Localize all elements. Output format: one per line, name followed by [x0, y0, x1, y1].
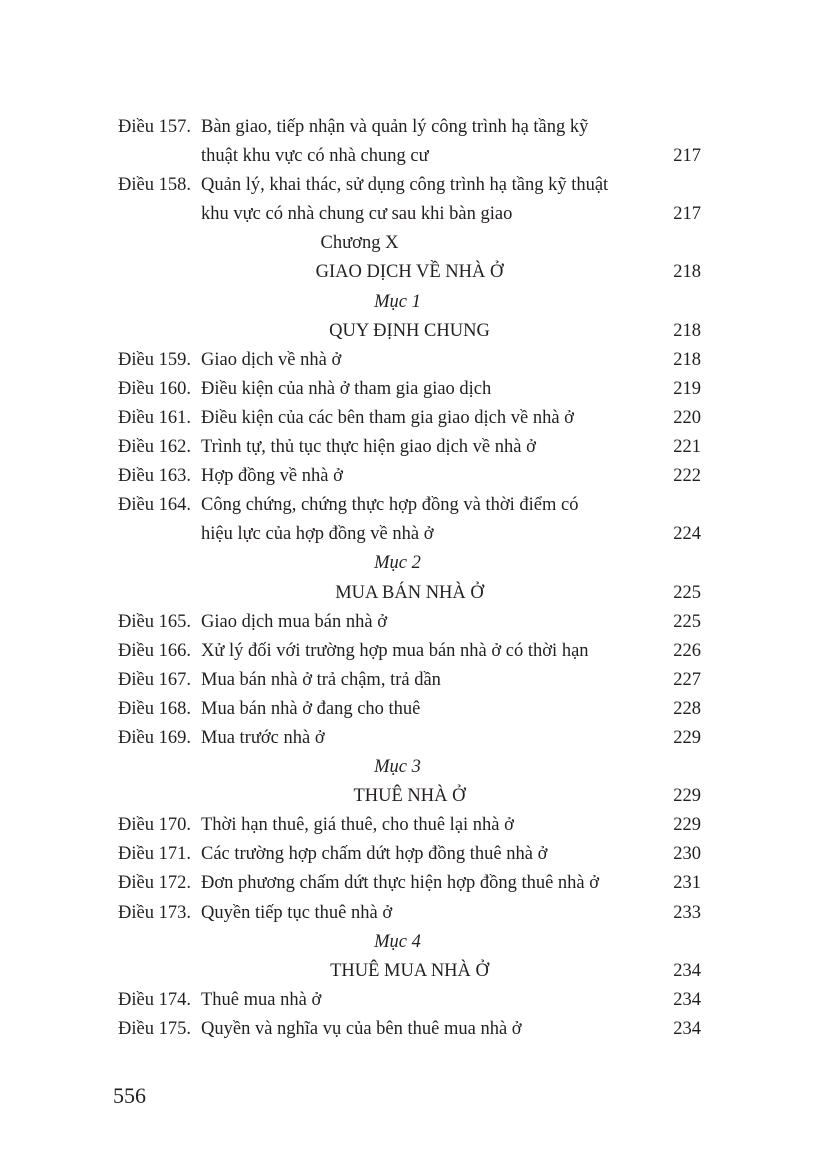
- toc-heading: [118, 782, 701, 811]
- article-title: Đơn phương chấm dứt thực hiện hợp đồng thuê nhà ở: [201, 873, 600, 894]
- heading-title: GIAO DỊCH VỀ NHÀ Ở: [315, 262, 504, 283]
- toc-article: [118, 375, 701, 404]
- page-ref: 222: [673, 466, 701, 487]
- toc-article: [118, 491, 701, 520]
- page-number: 556: [113, 1083, 146, 1108]
- toc-article: [118, 869, 701, 898]
- toc-article: [118, 404, 701, 433]
- toc-article: [118, 666, 701, 695]
- article-title: Quyền và nghĩa vụ của bên thuê mua nhà ở: [201, 1018, 522, 1039]
- article-title: Trình tự, thủ tục thực hiện giao dịch về nhà ở: [201, 437, 536, 458]
- toc-article: [118, 899, 701, 928]
- page-ref: 229: [673, 815, 701, 836]
- page-ref: 228: [673, 698, 701, 719]
- article-title: Mua trước nhà ở: [201, 727, 325, 748]
- article-title: Quản lý, khai thác, sử dụng công trình hạ tầng kỹ thuật: [201, 175, 609, 196]
- article-title: Thuê mua nhà ở: [201, 989, 322, 1010]
- article-number: Điều 160.: [118, 378, 191, 399]
- page-ref: 224: [673, 524, 701, 545]
- heading-title: MUA BÁN NHÀ Ở: [335, 582, 484, 603]
- section-title: Mục 3: [374, 757, 421, 778]
- article-title: Quyền tiếp tục thuê nhà ở: [201, 902, 393, 923]
- article-number: Điều 172.: [118, 873, 191, 894]
- article-number: Điều 163.: [118, 466, 191, 487]
- page-ref: 230: [673, 844, 701, 865]
- article-title: Điều kiện của nhà ở tham gia giao dịch: [201, 378, 492, 399]
- toc-article: [118, 608, 701, 637]
- toc-article: [118, 724, 701, 753]
- article-title: Công chứng, chứng thực hợp đồng và thời điểm có: [201, 495, 579, 516]
- page-ref: 234: [673, 960, 701, 981]
- article-number: Điều 169.: [118, 727, 191, 748]
- section-title: Mục 1: [374, 291, 421, 312]
- page-ref: 218: [673, 320, 701, 341]
- toc-article: [118, 171, 701, 200]
- page-ref: 220: [673, 407, 701, 428]
- toc-section: [118, 753, 701, 782]
- table-of-contents: [118, 113, 701, 1044]
- article-title: Xử lý đối với trường hợp mua bán nhà ở có thời hạn: [201, 640, 589, 661]
- toc-article-continuation: [118, 142, 701, 171]
- page-ref: 225: [673, 611, 701, 632]
- article-title-continuation: thuật khu vực có nhà chung cư: [201, 146, 429, 167]
- page-ref: 225: [673, 582, 701, 603]
- article-title: Giao dịch mua bán nhà ở: [201, 611, 387, 632]
- article-number: Điều 157.: [118, 117, 191, 137]
- toc-article: [118, 840, 701, 869]
- section-title: Mục 2: [374, 553, 421, 574]
- page-ref: 226: [673, 640, 701, 661]
- toc-article: [118, 986, 701, 1015]
- chapter-title: Chương X: [320, 233, 399, 254]
- toc-heading: [118, 579, 701, 608]
- article-title: Mua bán nhà ở đang cho thuê: [201, 698, 421, 719]
- toc-heading: [118, 957, 701, 986]
- toc-article: [118, 637, 701, 666]
- page-ref: 217: [673, 204, 701, 225]
- toc-article: [118, 695, 701, 724]
- article-number: Điều 158.: [118, 175, 191, 196]
- page-ref: 229: [673, 786, 701, 807]
- toc-section: [118, 928, 701, 957]
- heading-title: THUÊ MUA NHÀ Ở: [330, 960, 489, 981]
- toc-article: [118, 811, 701, 840]
- article-number: Điều 171.: [118, 844, 191, 865]
- article-title: Bàn giao, tiếp nhận và quản lý công trình hạ tầng kỹ: [201, 117, 589, 137]
- article-title: Mua bán nhà ở trả chậm, trả dần: [201, 669, 441, 690]
- page-ref: 227: [673, 669, 701, 690]
- page-ref: 234: [673, 1018, 701, 1039]
- article-title: Giao dịch về nhà ở: [201, 349, 342, 370]
- toc-heading: [118, 258, 701, 287]
- toc-article: [118, 346, 701, 375]
- article-number: Điều 161.: [118, 407, 191, 428]
- heading-title: THUÊ NHÀ Ở: [353, 786, 466, 807]
- toc-article: [118, 1015, 701, 1044]
- article-title-continuation: hiệu lực của hợp đồng về nhà ở: [201, 524, 434, 545]
- article-number: Điều 168.: [118, 698, 191, 719]
- article-title: Thời hạn thuê, giá thuê, cho thuê lại nhà ở: [201, 815, 514, 836]
- page-ref: 234: [673, 989, 701, 1010]
- article-number: Điều 165.: [118, 611, 191, 632]
- article-title: Điều kiện của các bên tham gia giao dịch về nhà ở: [201, 407, 574, 428]
- toc-chapter: [118, 229, 701, 258]
- page-ref: 221: [673, 437, 701, 458]
- toc-article: [118, 462, 701, 491]
- page-ref: 233: [673, 902, 701, 923]
- article-number: Điều 175.: [118, 1018, 191, 1039]
- article-number: Điều 170.: [118, 815, 191, 836]
- heading-title: QUY ĐỊNH CHUNG: [329, 320, 490, 341]
- page-ref: 229: [673, 727, 701, 748]
- article-number: Điều 166.: [118, 640, 191, 661]
- article-number: Điều 164.: [118, 495, 191, 516]
- page-ref: 231: [673, 873, 701, 894]
- article-title: Các trường hợp chấm dứt hợp đồng thuê nhà ở: [201, 844, 548, 865]
- article-number: Điều 173.: [118, 902, 191, 923]
- page-ref: 217: [673, 146, 701, 167]
- toc-article-continuation: [118, 200, 701, 229]
- article-number: Điều 162.: [118, 437, 191, 458]
- toc-article: [118, 113, 701, 142]
- page-ref: 218: [673, 262, 701, 283]
- toc-section: [118, 288, 701, 317]
- toc-section: [118, 549, 701, 578]
- article-number: Điều 174.: [118, 989, 191, 1010]
- article-title-continuation: khu vực có nhà chung cư sau khi bàn giao: [201, 204, 513, 225]
- page-ref: 219: [673, 378, 701, 399]
- article-number: Điều 159.: [118, 349, 191, 370]
- page-ref: 218: [673, 349, 701, 370]
- toc-article-continuation: [118, 520, 701, 549]
- article-number: Điều 167.: [118, 669, 191, 690]
- section-title: Mục 4: [374, 931, 421, 952]
- article-title: Hợp đồng về nhà ở: [201, 466, 343, 487]
- toc-article: [118, 433, 701, 462]
- toc-heading: [118, 317, 701, 346]
